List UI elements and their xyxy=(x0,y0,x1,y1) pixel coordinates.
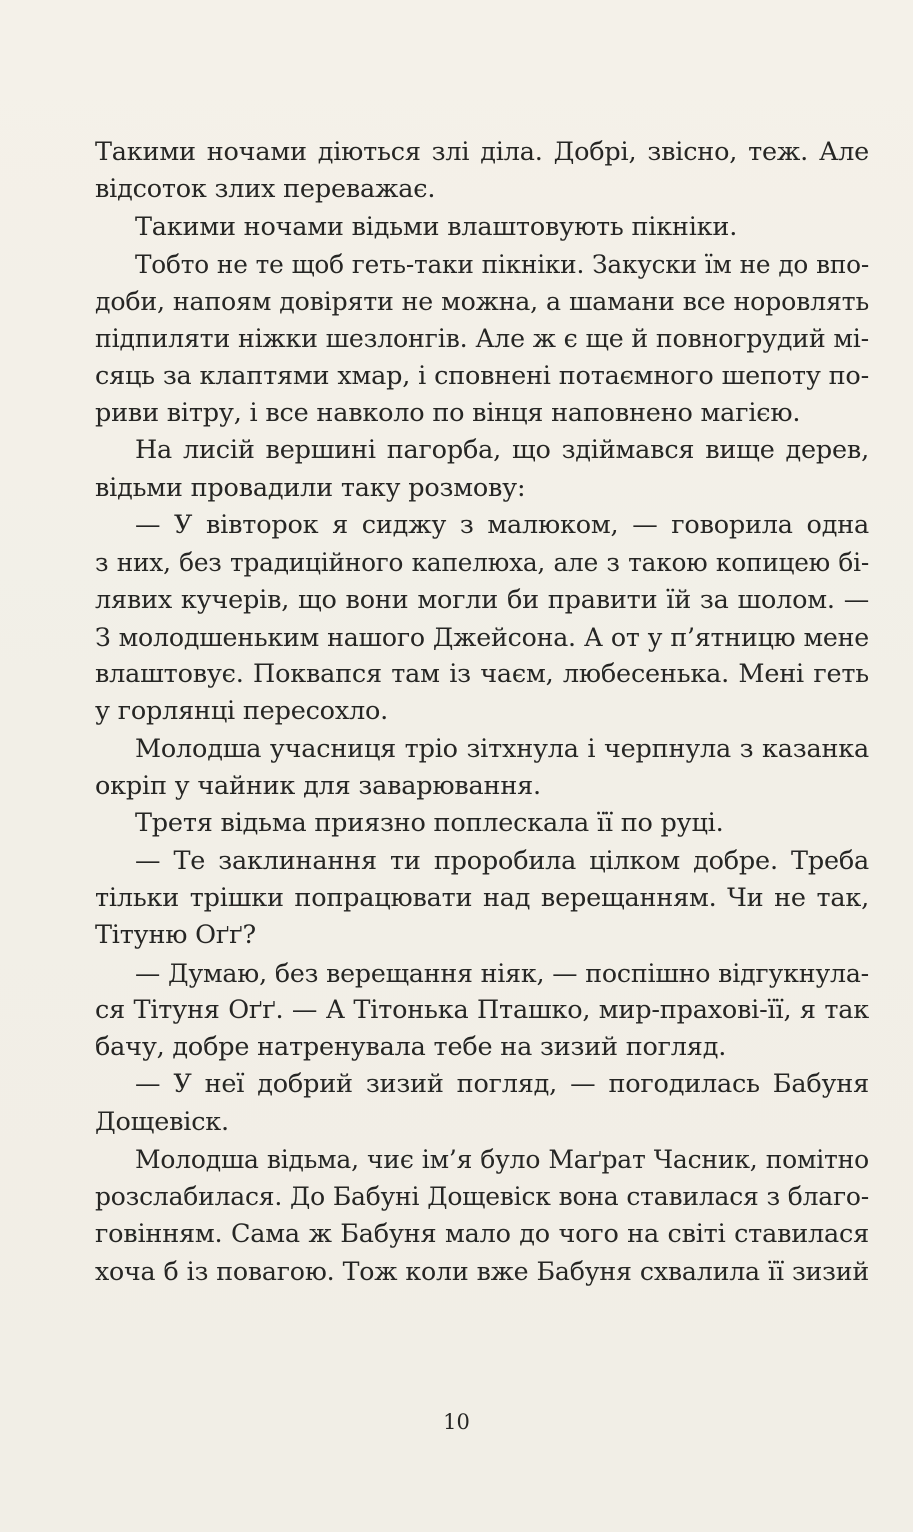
text-line: підпиляти ніжки шезлонгів. Але ж є ще й повногрудий мі- xyxy=(95,324,869,354)
text-line: Молодша учасниця тріо зітхнула і черпнула з казанка xyxy=(135,733,869,764)
text-line: — У неї добрий зизий погляд, — погодилась Бабуня xyxy=(135,1069,869,1100)
text-line: Молодша відьма, чиє ім’я було Маґрат Часник, помітно xyxy=(135,1145,869,1175)
text-line: ся Тітуня Оґґ. — А Тітонька Пташко, мир-прахові-її, я так xyxy=(95,994,869,1025)
text-line: доби, напоям довіряти не можна, а шамани все норовлять xyxy=(95,287,869,317)
text-line: На лисій вершині пагорба, що здіймався вище дерев, xyxy=(135,435,869,466)
text-line: бачу, добре натренувала тебе на зизий погляд. xyxy=(95,1032,727,1063)
text-line: Такими ночами відьми влаштовують пікніки. xyxy=(135,211,738,242)
text-line: відсоток злих переважає. xyxy=(95,174,436,205)
text-line: у горлянці пересохло. xyxy=(95,696,389,727)
text-line: тільки трішки попрацювати над верещанням. Чи не так, xyxy=(95,882,869,913)
text-line: Дощевіск. xyxy=(95,1106,229,1137)
text-line: Тітуню Оґґ? xyxy=(95,920,256,951)
text-line: З молодшеньким нашого Джейсона. А от у п’ятницю мене xyxy=(95,622,869,652)
body-text xyxy=(95,134,869,1290)
text-line: Такими ночами діються злі діла. Добрі, звісно, теж. Але xyxy=(95,137,869,167)
text-line: хоча б із повагою. Тож коли вже Бабуня схвалила її зизий xyxy=(95,1256,869,1286)
text-line: влаштовує. Поквапся там із чаєм, любесенька. Мені геть xyxy=(95,659,869,690)
text-line: — У вівторок я сиджу з малюком, — говорила одна xyxy=(135,509,869,540)
text-line: відьми провадили таку розмову: xyxy=(95,472,526,503)
text-line: сяць за клаптями хмар, і сповнені потаємного шепоту по- xyxy=(95,360,869,391)
text-line: Третя відьма приязно поплескала її по руці. xyxy=(135,808,724,839)
text-line: лявих кучерів, що вони могли би правити їй за шолом. — xyxy=(95,584,869,615)
page-number: 10 xyxy=(443,1410,470,1434)
text-line: риви вітру, і все навколо по вінця наповнено магією. xyxy=(95,398,801,429)
text-line: говінням. Сама ж Бабуня мало до чого на світі ставилася xyxy=(95,1218,869,1249)
text-line: Тобто не те щоб геть-таки пікніки. Закуски їм не до впо- xyxy=(135,249,869,279)
text-line: з них, без традиційного капелюха, але з такою копицею бі- xyxy=(95,548,869,578)
text-line: — Думаю, без верещання ніяк, — поспішно відгукнула- xyxy=(135,958,869,988)
text-line: окріп у чайник для заварювання. xyxy=(95,771,541,802)
text-line: — Те заклинання ти проробила цілком добре. Треба xyxy=(135,845,869,876)
text-line: розслабилася. До Бабуні Дощевіск вона ставилася з благо- xyxy=(95,1182,869,1212)
